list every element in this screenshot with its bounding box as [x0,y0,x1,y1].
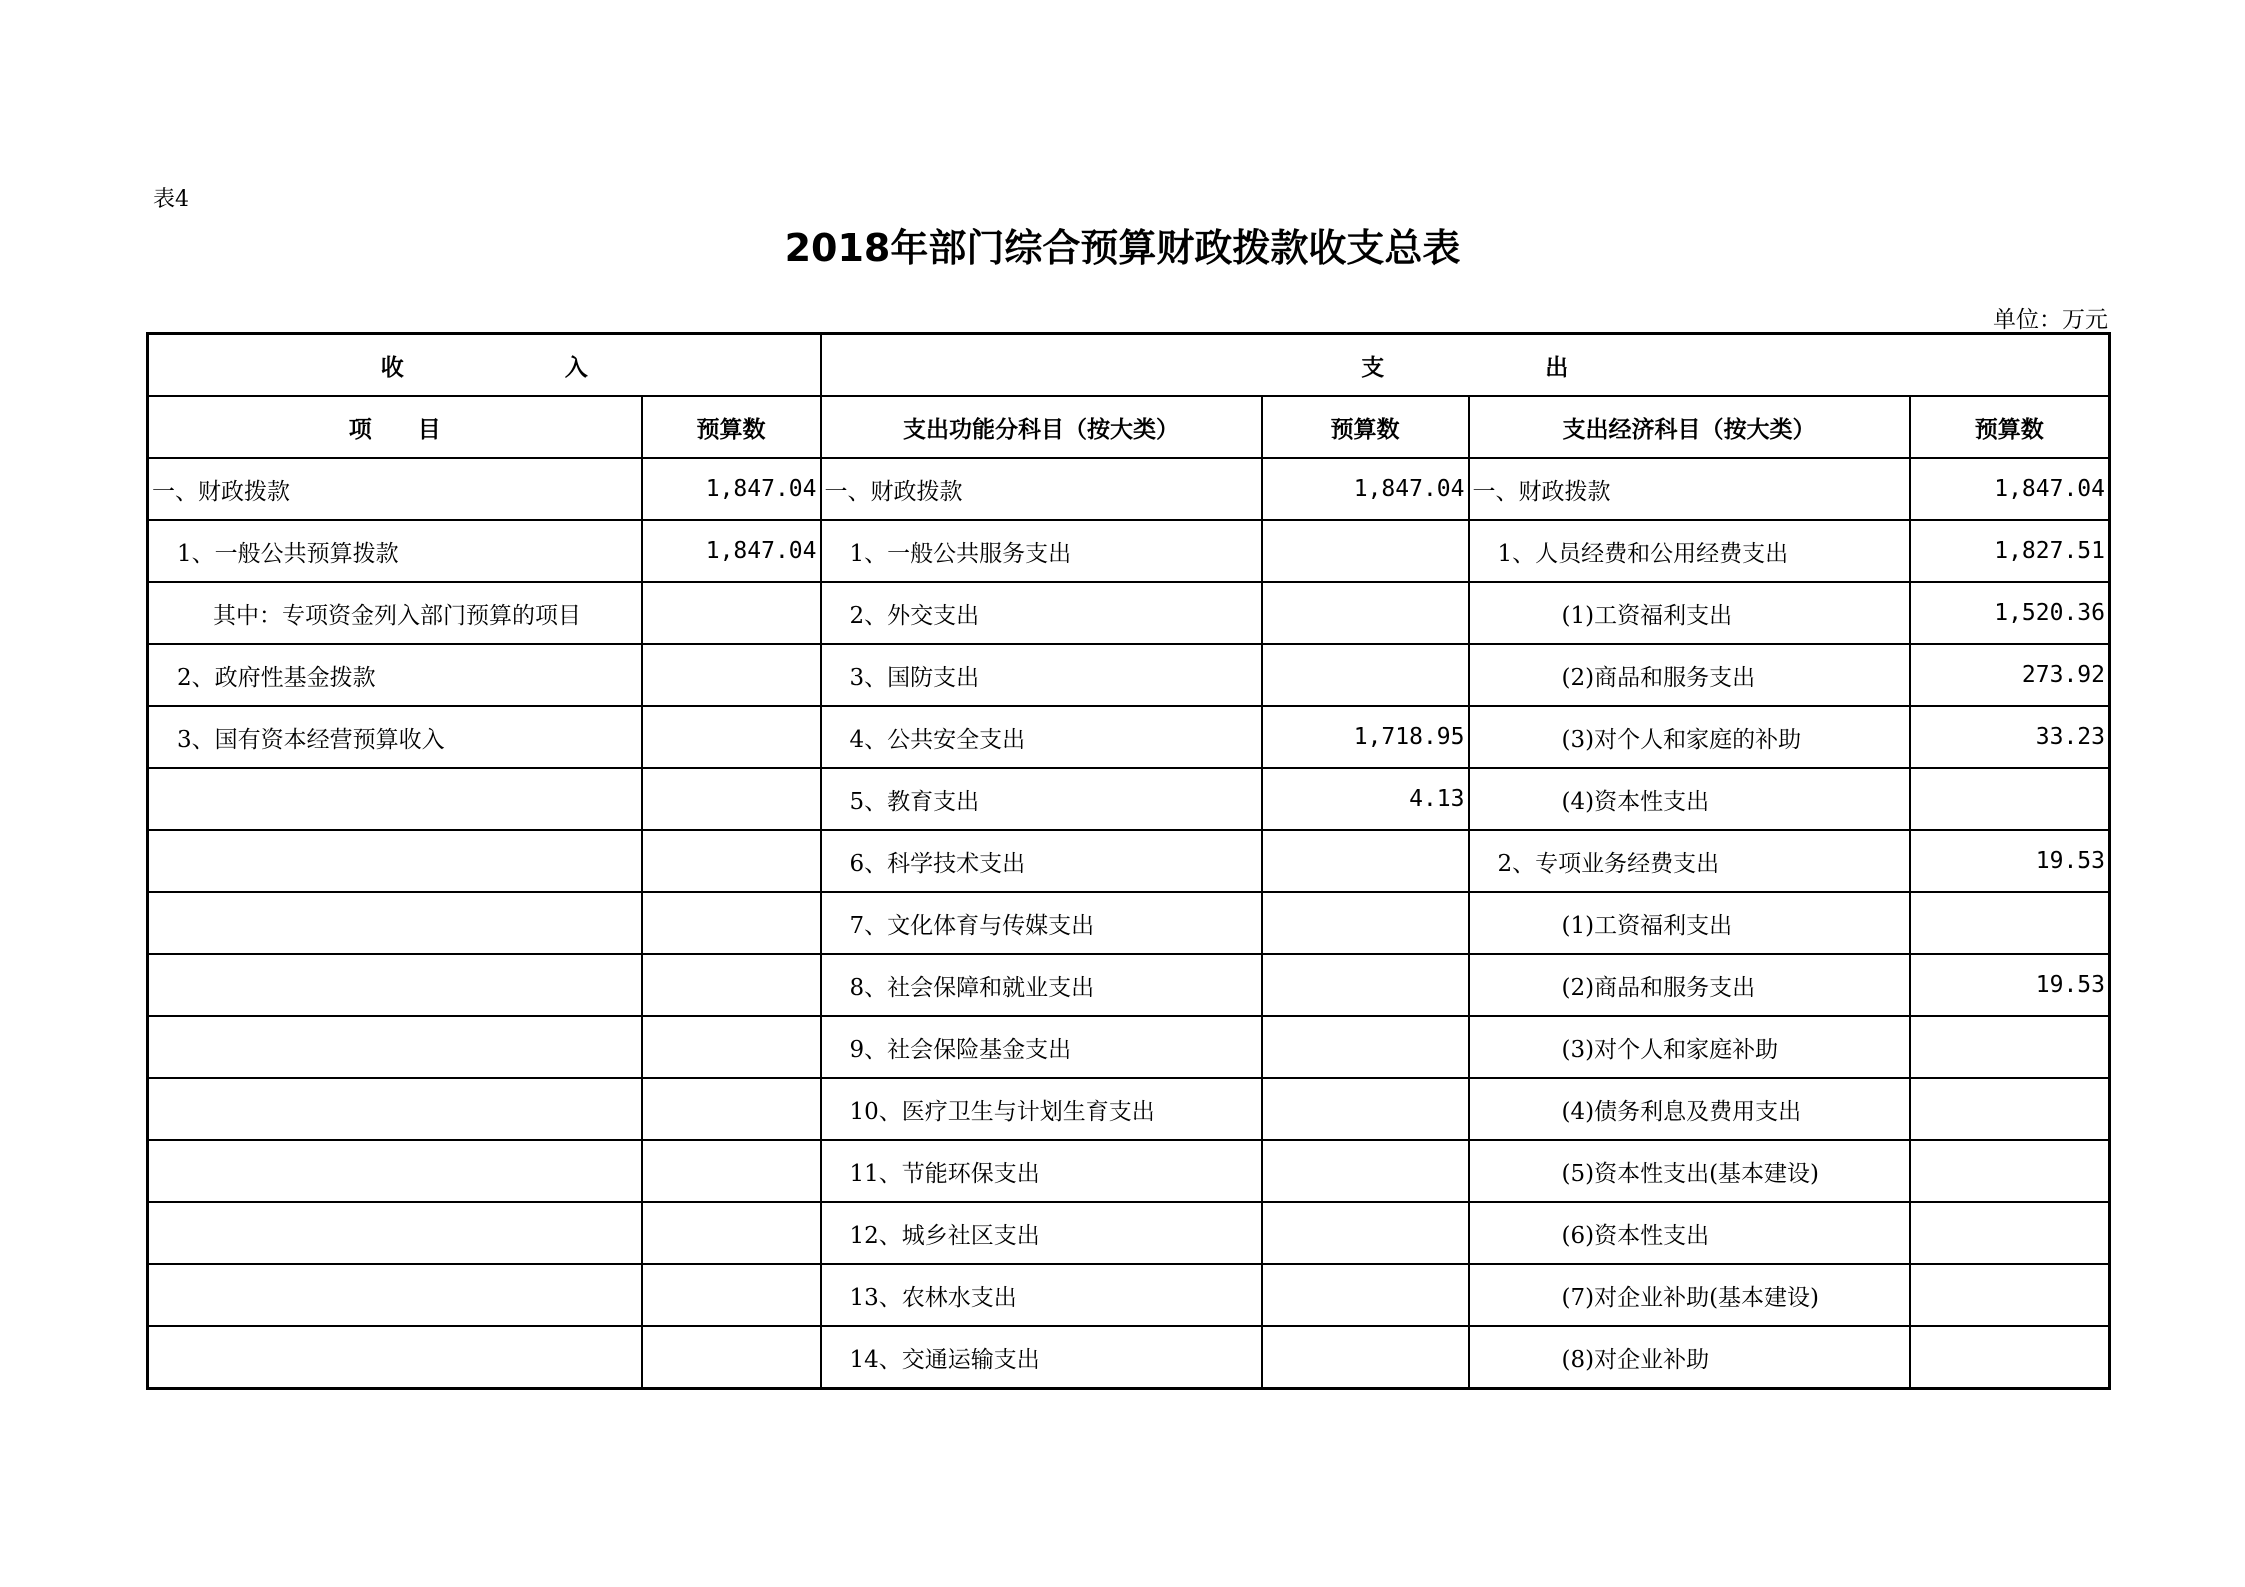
income-item-cell: 1、一般公共预算拨款 [148,520,642,582]
function-item-cell: 3、国防支出 [821,644,1262,706]
income-amount-cell [642,892,821,954]
income-amount-cell [642,706,821,768]
income-amount-cell [642,954,821,1016]
income-amount-cell [642,1264,821,1326]
economic-item-cell: 1、人员经费和公用经费支出 [1469,520,1910,582]
income-amount-cell [642,1078,821,1140]
economic-amount-cell: 19.53 [1910,830,2110,892]
economic-amount-cell [1910,1016,2110,1078]
income-group-header: 收 入 [148,334,821,397]
table-row [148,706,2110,768]
income-amount-cell [642,1202,821,1264]
function-item-cell: 一、财政拨款 [821,458,1262,520]
table-number-label: 表4 [153,187,189,212]
function-item-header: 支出功能分科目（按大类） [821,396,1262,458]
economic-amount-cell: 1,520.36 [1910,582,2110,644]
economic-item-cell: (7)对企业补助(基本建设) [1469,1264,1910,1326]
economic-budget-header: 预算数 [1910,396,2110,458]
group-header-row [148,334,2110,397]
function-item-cell: 14、交通运输支出 [821,1326,1262,1389]
economic-item-cell: 一、财政拨款 [1469,458,1910,520]
economic-item-cell: (3)对个人和家庭的补助 [1469,706,1910,768]
economic-amount-cell: 273.92 [1910,644,2110,706]
income-amount-cell [642,830,821,892]
function-budget-header: 预算数 [1262,396,1469,458]
table-row [148,1326,2110,1389]
item-header: 项 目 [148,396,642,458]
unit-label: 单位：万元 [1993,307,2108,333]
economic-item-cell: (4)债务利息及费用支出 [1469,1078,1910,1140]
economic-item-cell: (2)商品和服务支出 [1469,644,1910,706]
income-amount-cell [642,644,821,706]
function-amount-cell [1262,582,1469,644]
income-item-cell: 其中：专项资金列入部门预算的项目 [148,582,642,644]
table-row [148,768,2110,830]
function-item-cell: 9、社会保险基金支出 [821,1016,1262,1078]
income-item-cell [148,830,642,892]
expense-group-header: 支 出 [821,334,2110,397]
economic-item-cell: (6)资本性支出 [1469,1202,1910,1264]
table-row [148,830,2110,892]
income-item-cell [148,1078,642,1140]
economic-amount-cell [1910,1078,2110,1140]
economic-amount-cell: 19.53 [1910,954,2110,1016]
function-item-cell: 2、外交支出 [821,582,1262,644]
function-amount-cell [1262,1326,1469,1389]
function-item-cell: 13、农林水支出 [821,1264,1262,1326]
economic-item-cell: (1)工资福利支出 [1469,892,1910,954]
function-amount-cell [1262,954,1469,1016]
economic-item-cell: (5)资本性支出(基本建设) [1469,1140,1910,1202]
economic-amount-cell [1910,1264,2110,1326]
table-row [148,954,2110,1016]
table-row [148,582,2110,644]
income-item-cell [148,1140,642,1202]
table-row [148,1016,2110,1078]
function-amount-cell [1262,520,1469,582]
function-item-cell: 4、公共安全支出 [821,706,1262,768]
income-budget-header: 预算数 [642,396,821,458]
function-amount-cell [1262,1016,1469,1078]
economic-amount-cell: 1,827.51 [1910,520,2110,582]
page-title: 2018年部门综合预算财政拨款收支总表 [784,226,1461,270]
economic-amount-cell [1910,1326,2110,1389]
economic-amount-cell: 33.23 [1910,706,2110,768]
function-item-cell: 12、城乡社区支出 [821,1202,1262,1264]
economic-item-cell: 2、专项业务经费支出 [1469,830,1910,892]
income-amount-cell [642,582,821,644]
economic-amount-cell [1910,1140,2110,1202]
table-row [148,1202,2110,1264]
income-item-cell: 2、政府性基金拨款 [148,644,642,706]
economic-item-cell: (4)资本性支出 [1469,768,1910,830]
table-row [148,1264,2110,1326]
income-item-cell [148,1202,642,1264]
function-amount-cell: 1,847.04 [1262,458,1469,520]
function-amount-cell [1262,892,1469,954]
function-amount-cell [1262,830,1469,892]
function-item-cell: 8、社会保障和就业支出 [821,954,1262,1016]
function-amount-cell [1262,644,1469,706]
economic-amount-cell [1910,768,2110,830]
function-amount-cell [1262,1202,1469,1264]
function-item-cell: 6、科学技术支出 [821,830,1262,892]
column-header-row [148,396,2110,458]
table-row [148,644,2110,706]
economic-item-cell: (8)对企业补助 [1469,1326,1910,1389]
function-item-cell: 1、一般公共服务支出 [821,520,1262,582]
economic-amount-cell [1910,1202,2110,1264]
income-item-cell [148,954,642,1016]
table-body [148,458,2110,1389]
income-item-cell [148,1016,642,1078]
income-item-cell: 一、财政拨款 [148,458,642,520]
economic-item-cell: (1)工资福利支出 [1469,582,1910,644]
budget-summary-table [146,332,2111,1390]
income-amount-cell [642,768,821,830]
economic-amount-cell: 1,847.04 [1910,458,2110,520]
table-row [148,520,2110,582]
income-amount-cell [642,1326,821,1389]
table-row [148,892,2110,954]
income-amount-cell: 1,847.04 [642,520,821,582]
function-item-cell: 5、教育支出 [821,768,1262,830]
income-amount-cell [642,1140,821,1202]
function-item-cell: 11、节能环保支出 [821,1140,1262,1202]
function-amount-cell [1262,1264,1469,1326]
economic-amount-cell [1910,892,2110,954]
income-item-cell [148,892,642,954]
function-amount-cell: 4.13 [1262,768,1469,830]
income-item-cell [148,1264,642,1326]
economic-item-cell: (2)商品和服务支出 [1469,954,1910,1016]
income-amount-cell [642,1016,821,1078]
function-item-cell: 10、医疗卫生与计划生育支出 [821,1078,1262,1140]
table-row [148,1140,2110,1202]
income-item-cell: 3、国有资本经营预算收入 [148,706,642,768]
table-row [148,458,2110,520]
function-amount-cell [1262,1140,1469,1202]
economic-item-header: 支出经济科目（按大类） [1469,396,1910,458]
income-item-cell [148,1326,642,1389]
economic-item-cell: (3)对个人和家庭补助 [1469,1016,1910,1078]
income-amount-cell: 1,847.04 [642,458,821,520]
function-item-cell: 7、文化体育与传媒支出 [821,892,1262,954]
function-amount-cell [1262,1078,1469,1140]
income-item-cell [148,768,642,830]
table-row [148,1078,2110,1140]
function-amount-cell: 1,718.95 [1262,706,1469,768]
